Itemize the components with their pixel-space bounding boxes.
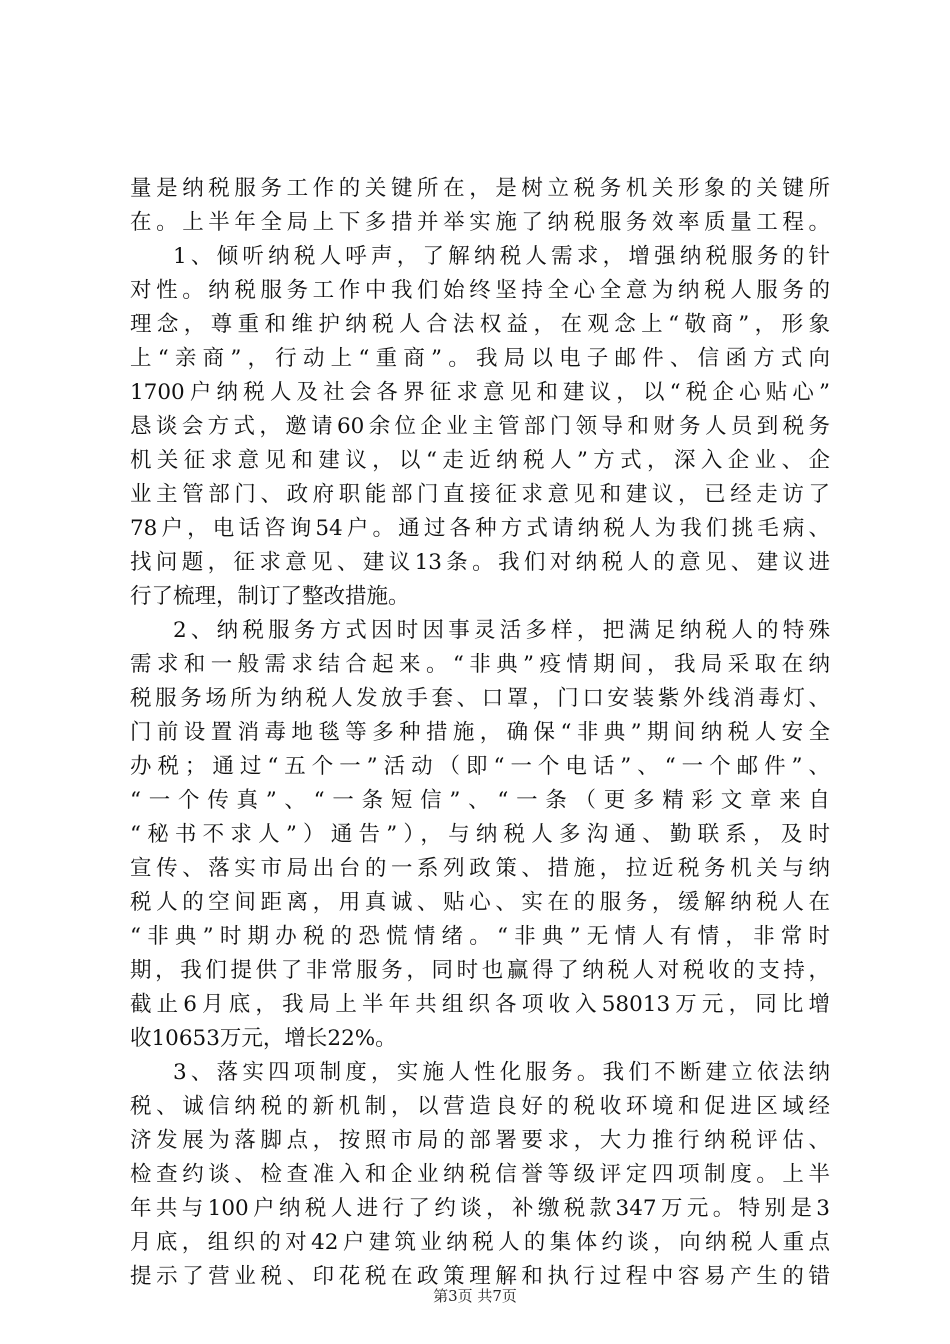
- text-line: 业主管部门、政府职能部门直接征求意见和建议，已经走访了: [130, 482, 830, 507]
- text-line: 2、纳税服务方式因时因事灵活多样，把满足纳税人的特殊: [173, 618, 830, 643]
- text-line: 找问题，征求意见、建议13条。我们对纳税人的意见、建议进: [130, 550, 830, 575]
- text-line: 收10653万元，增长22%。: [130, 1026, 397, 1051]
- page-number-footer: 第3页 共7页: [433, 1287, 517, 1305]
- text-line: 78户，电话咨询54户。通过各种方式请纳税人为我们挑毛病、: [130, 516, 830, 541]
- text-line: 恳谈会方式，邀请60余位企业主管部门领导和财务人员到税务: [130, 414, 830, 439]
- text-line: 1700户纳税人及社会各界征求意见和建议，以“税企心贴心”: [130, 380, 830, 405]
- text-line: 在。上半年全局上下多措并举实施了纳税服务效率质量工程。: [130, 210, 830, 235]
- text-line: 宣传、落实市局出台的一系列政策、措施，拉近税务机关与纳: [130, 856, 830, 881]
- text-line: 机关征求意见和建议，以“走近纳税人”方式，深入企业、企: [130, 448, 830, 473]
- text-line: “秘书不求人”）通告”），与纳税人多沟通、勤联系，及时: [130, 822, 830, 847]
- text-line: 上“亲商”，行动上“重商”。我局以电子邮件、信函方式向: [130, 346, 830, 371]
- text-line: 行了梳理，制订了整改措施。: [130, 584, 410, 609]
- text-line: 检查约谈、检查准入和企业纳税信誉等级评定四项制度。上半: [130, 1162, 830, 1187]
- text-line: 办税；通过“五个一”活动（即“一个电话”、“一个邮件”、: [130, 754, 830, 779]
- text-line: 对性。纳税服务工作中我们始终坚持全心全意为纳税人服务的: [130, 278, 830, 303]
- text-line: “一个传真”、“一条短信”、“一条（更多精彩文章来自: [130, 788, 830, 813]
- text-line: 税服务场所为纳税人发放手套、口罩，门口安装紫外线消毒灯、: [130, 686, 830, 711]
- text-line: 3、落实四项制度，实施人性化服务。我们不断建立依法纳: [173, 1060, 830, 1085]
- text-line: 1、倾听纳税人呼声，了解纳税人需求，增强纳税服务的针: [173, 244, 830, 269]
- text-line: 月底，组织的对42户建筑业纳税人的集体约谈，向纳税人重点: [130, 1230, 830, 1255]
- text-line: 税、诚信纳税的新机制，以营造良好的税收环境和促进区域经: [130, 1094, 830, 1119]
- text-line: 年共与100户纳税人进行了约谈，补缴税款347万元。特别是3: [130, 1196, 830, 1221]
- text-line: 需求和一般需求结合起来。“非典”疫情期间，我局采取在纳: [130, 652, 830, 677]
- text-line: 提示了营业税、印花税在政策理解和执行过程中容易产生的错: [130, 1264, 830, 1289]
- text-line: 截止6月底，我局上半年共组织各项收入58013万元，同比增: [130, 992, 830, 1017]
- text-line: 税人的空间距离，用真诚、贴心、实在的服务，缓解纳税人在: [130, 890, 830, 915]
- text-line: “非典”时期办税的恐慌情绪。“非典”无情人有情，非常时: [130, 924, 830, 949]
- text-line: 门前设置消毒地毯等多种措施，确保“非典”期间纳税人安全: [130, 720, 830, 745]
- text-line: 理念，尊重和维护纳税人合法权益，在观念上“敬商”，形象: [130, 312, 830, 337]
- text-line: 期，我们提供了非常服务，同时也赢得了纳税人对税收的支持，: [130, 958, 830, 983]
- text-line: 济发展为落脚点，按照市局的部署要求，大力推行纳税评估、: [130, 1128, 830, 1153]
- text-line: 量是纳税服务工作的关键所在，是树立税务机关形象的关键所: [130, 176, 830, 201]
